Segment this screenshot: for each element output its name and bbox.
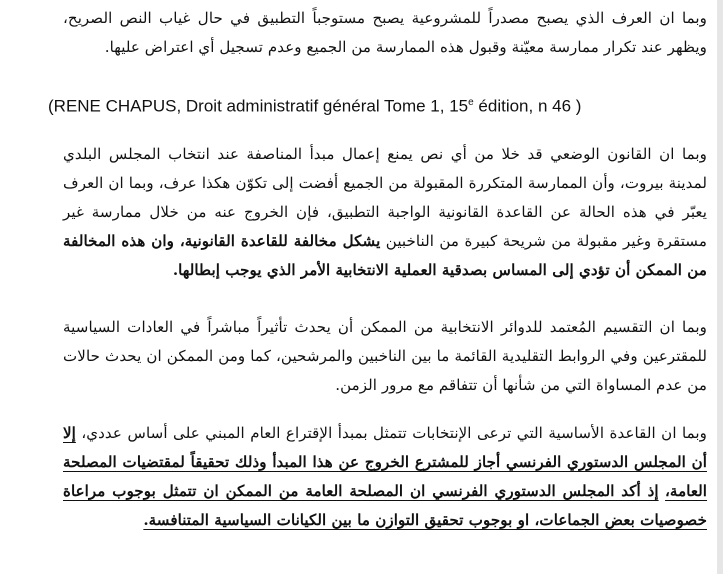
paragraph-1-text: وبما ان العرف الذي يصبح مصدراً للمشروعية يصبح مستوجباً التطبيق في حال غياب النص الصريح، ويظهر عند تكرار ممارسة معيّنة وقبول هذه الممارسة من الجميع وعدم تسجيل أي اعتراض عليها. [63,9,707,56]
paragraph-beirut-parity [63,140,707,285]
paragraph-4-text: وبما ان التقسيم المُعتمد للدوائر الانتخابية من الممكن أن يحدث تأثيراً مباشراً في العادات السياسية للمقترعين وفي الروابط التقليدية القائمة ما بين الناخبين والمرشحين، كما ومن الممكن ان يحدث حالات من عدم المساواة التي من شأنها أن تتفاقم مع مرور الزمن. [63,318,707,394]
paragraph-3-bold: يشكل مخالفة للقاعدة القانونية، وان هذه المخالفة من الممكن أن تؤدي إلى المساس بصدقية العملية الانتخابية الأمر الذي يوجب إبطالها. [63,232,707,279]
paragraph-custom-legitimacy [63,4,707,62]
citation-text-before: (RENE CHAPUS, Droit administratif général Tome 1, 15 [48,96,469,116]
citation-superscript: e [468,97,474,108]
paragraph-5-plain: وبما ان القاعدة الأساسية التي ترعى الإنتخابات تتمثل بمبدأ الإقتراع العام المبني على أساس عددي، [75,424,707,442]
paragraph-french-constitutional-council [63,419,707,535]
paragraph-3-plain: وبما ان القانون الوضعي قد خلا من أي نص يمنع إعمال مبدأ المناصفة عند انتخاب المجلس البلدي لمدينة بيروت، وأن الممارسة المتكررة المقبولة من الجميع أفضت إلى تكوّن هكذا عرف، وبما ان العرف يعبّر في هذه الحالة عن القاعدة القانونية الواجبة التطبيق، فإن الخروج عنه من خلال ممارسة غير مستقرة وغير مقبولة من شريحة كبيرة من الناخبين [63,145,707,250]
paragraph-5-bold-underlined-2: إذ أكد المجلس الدستوري الفرنسي ان المصلحة العامة من الممكن ان تتمثل بوجوب مراعاة خصوصيات بعض الجماعات، او بوجوب تحقيق التوازن ما بين الكيانات السياسية المتنافسة. [63,482,707,529]
citation-text-after: édition, n 46 ) [473,96,582,116]
paragraph-electoral-districts [63,313,707,400]
citation-reference [48,90,688,120]
paragraph-5-bold-underlined-1: إلا أن المجلس الدستوري الفرنسي أجاز للمشترع الخروج عن هذا المبدأ وذلك تحقيقاً لمقتضيات المصلحة العامة، [63,424,708,500]
page-edge-shadow [717,0,723,574]
